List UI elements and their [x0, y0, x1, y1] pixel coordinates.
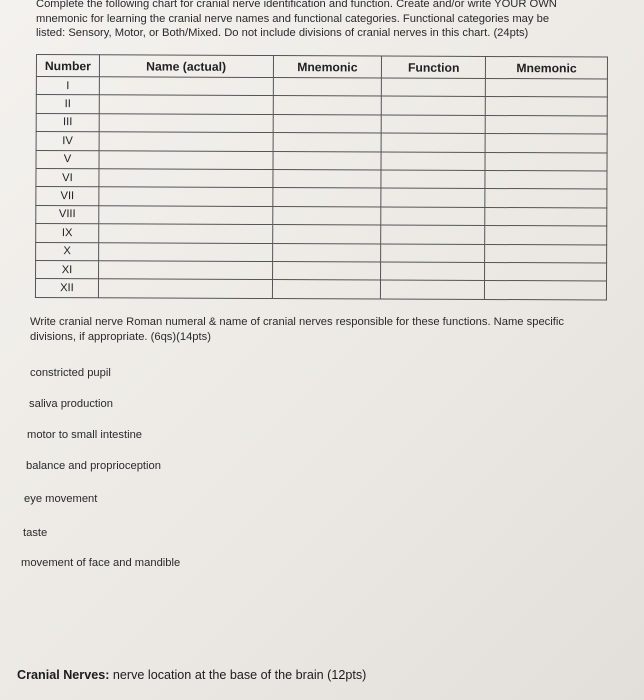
question-motor-small-intestine: motor to small intestine	[27, 429, 143, 441]
function-cell[interactable]	[382, 78, 486, 97]
mnemonic-cell[interactable]	[272, 243, 381, 262]
table-row	[36, 113, 607, 134]
table-row	[36, 95, 607, 116]
table-row	[35, 279, 606, 300]
mnemonic-cell[interactable]	[273, 133, 382, 152]
function-cell[interactable]	[381, 152, 485, 171]
function-cell[interactable]	[381, 207, 485, 226]
nerve-number: V	[36, 150, 99, 169]
header-number: Number	[36, 55, 99, 77]
question-balance-proprioception: balance and proprioception	[26, 460, 161, 472]
mnemonic-cell[interactable]	[272, 206, 381, 225]
nerve-number: VII	[36, 187, 99, 206]
mnemonic-cell[interactable]	[272, 151, 381, 170]
name-cell[interactable]	[98, 279, 272, 298]
section-title-bold: Cranial Nerves:	[17, 668, 110, 682]
instructions-line-2: mnemonic for learning the cranial nerve names and functional categories. Functional categories may be	[36, 12, 550, 25]
mnemonic-2-cell[interactable]	[485, 189, 607, 208]
mnemonic-cell[interactable]	[272, 169, 381, 188]
nerve-number: I	[36, 77, 99, 96]
nerve-number: XII	[35, 279, 98, 298]
section-title-cranial-nerves	[17, 668, 366, 682]
function-cell[interactable]	[381, 244, 485, 263]
name-cell[interactable]	[98, 261, 272, 280]
mnemonic-cell[interactable]	[273, 114, 382, 133]
table-row	[36, 205, 607, 226]
function-cell[interactable]	[381, 170, 485, 189]
mnemonic-2-cell[interactable]	[485, 115, 607, 134]
function-cell[interactable]	[381, 188, 485, 207]
table-row	[36, 150, 607, 171]
nerve-number: X	[36, 242, 99, 261]
function-cell[interactable]	[381, 225, 485, 244]
question-saliva-production: saliva production	[29, 398, 113, 410]
mnemonic-cell[interactable]	[273, 96, 382, 115]
instructions-line-1: Complete the following chart for cranial nerve identification and function. Create and/or write YOUR OWN	[36, 0, 557, 10]
mnemonic-2-cell[interactable]	[485, 152, 607, 171]
mnemonic-cell[interactable]	[272, 188, 381, 207]
table-row	[36, 77, 607, 98]
table-row	[36, 132, 607, 153]
mnemonic-2-cell[interactable]	[485, 134, 607, 153]
function-cell[interactable]	[382, 96, 486, 115]
mnemonic-2-cell[interactable]	[485, 207, 607, 226]
nerve-number: VIII	[36, 205, 99, 224]
name-cell[interactable]	[99, 132, 273, 151]
header-name: Name (actual)	[99, 55, 273, 78]
nerve-number: VI	[36, 168, 99, 187]
mnemonic-2-cell[interactable]	[485, 226, 607, 245]
table-row	[36, 242, 607, 263]
name-cell[interactable]	[99, 206, 273, 225]
table-row	[36, 168, 607, 189]
question-movement-face-mandible: movement of face and mandible	[21, 557, 181, 569]
mnemonic-2-cell[interactable]	[485, 281, 607, 300]
table-row	[36, 224, 607, 245]
name-cell[interactable]	[99, 169, 273, 188]
mnemonic-2-cell[interactable]	[485, 170, 607, 189]
table-row	[36, 187, 607, 208]
header-function: Function	[382, 56, 486, 78]
question-eye-movement: eye movement	[24, 493, 98, 505]
name-cell[interactable]	[99, 150, 273, 169]
questions-heading	[30, 315, 610, 345]
mnemonic-2-cell[interactable]	[485, 262, 607, 281]
header-mnemonic: Mnemonic	[273, 56, 382, 78]
mnemonic-2-cell[interactable]	[485, 244, 607, 263]
name-cell[interactable]	[99, 77, 273, 96]
name-cell[interactable]	[99, 187, 273, 206]
nerve-number: IV	[36, 132, 99, 151]
function-cell[interactable]	[381, 280, 485, 299]
table-row	[36, 260, 607, 281]
question-taste: taste	[23, 527, 48, 539]
nerve-number: II	[36, 95, 99, 114]
chart-header-row	[36, 55, 607, 79]
header-mnemonic-2: Mnemonic	[486, 56, 608, 79]
function-cell[interactable]	[382, 115, 486, 134]
nerve-number: IX	[36, 224, 99, 243]
name-cell[interactable]	[99, 242, 273, 261]
section-title-rest: nerve location at the base of the brain (12pts)	[109, 668, 367, 682]
function-cell[interactable]	[381, 262, 485, 281]
function-cell[interactable]	[381, 133, 485, 152]
mnemonic-cell[interactable]	[273, 78, 382, 97]
cranial-nerve-chart	[35, 54, 608, 300]
questions-heading-line-1: Write cranial nerve Roman numeral & name of cranial nerves responsible for these functions. Name specific	[30, 316, 564, 328]
mnemonic-2-cell[interactable]	[485, 78, 607, 97]
name-cell[interactable]	[99, 95, 273, 114]
name-cell[interactable]	[99, 224, 273, 243]
instructions	[36, 0, 616, 41]
mnemonic-cell[interactable]	[272, 280, 381, 299]
questions-heading-line-2: divisions, if appropriate. (6qs)(14pts)	[30, 331, 211, 343]
instructions-line-3: listed: Sensory, Motor, or Both/Mixed. Do not include divisions of cranial nerves in this chart. (24pts)	[36, 27, 529, 39]
mnemonic-cell[interactable]	[272, 261, 381, 280]
nerve-number: III	[36, 113, 99, 132]
nerve-number: XI	[36, 260, 99, 279]
question-constricted-pupil: constricted pupil	[30, 367, 111, 379]
mnemonic-cell[interactable]	[272, 225, 381, 244]
name-cell[interactable]	[99, 114, 273, 133]
mnemonic-2-cell[interactable]	[485, 97, 607, 116]
